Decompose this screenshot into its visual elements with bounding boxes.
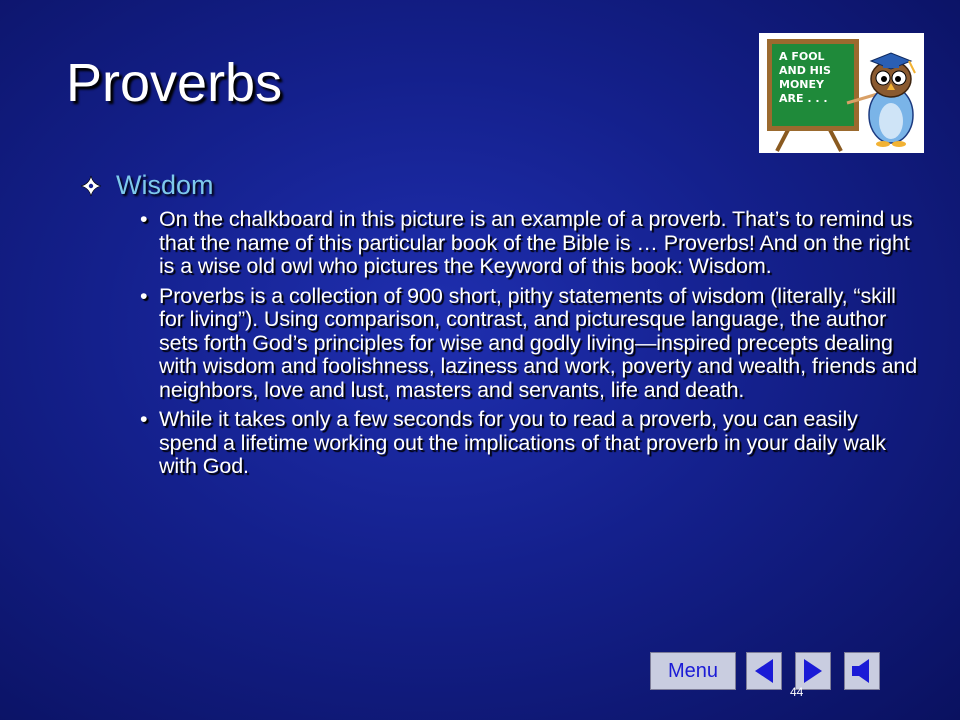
wisdom-heading-row [80, 170, 214, 201]
chalk-line-2: AND HIS [779, 64, 831, 77]
list-item [140, 408, 920, 479]
bullet-text: Proverbs is a collection of 900 short, pithy statements of wisdom (literally, “skill for living”). Using comparison, contrast, and picturesque language, the author sets forth God’s principles for wise and godly living—inspired precepts dealing with wisdom and foolishness, laziness and work, poverty and wealth, friends and neighbors, love and lust, masters and servants, life and death. [159, 283, 918, 402]
bullet-dot-icon: • [140, 407, 148, 431]
menu-button[interactable]: Menu [650, 652, 736, 690]
chalkboard-owl-image [759, 33, 924, 153]
slide-title: Proverbs [66, 53, 283, 113]
bullet-text: On the chalkboard in this picture is an example of a proverb. That’s to remind us that the name of this particular book of the Bible is … Proverbs! And on the right is a wise old owl who pictures the Keyword of this book: Wisdom. [159, 207, 913, 278]
chalk-line-3: MONEY [779, 78, 824, 91]
triangle-left-icon [747, 653, 781, 689]
bullet-dot-icon: • [140, 207, 148, 231]
section-heading: Wisdom [116, 170, 214, 200]
bullet-text: While it takes only a few seconds for you to read a proverb, you can easily spend a lifetime working out the implications of that proverb in your daily walk with God. [159, 407, 886, 478]
sound-button[interactable] [844, 652, 880, 690]
chalk-line-1: A FOOL [779, 50, 825, 63]
list-item [140, 285, 920, 403]
triangle-right-icon [796, 653, 830, 689]
list-item [140, 208, 920, 279]
bullet-dot-icon: • [140, 283, 148, 308]
bullet-list [140, 208, 920, 485]
speaker-icon [845, 653, 879, 689]
slide-number: 44 [790, 685, 804, 699]
diamond-bullet-icon [80, 175, 102, 197]
previous-slide-button[interactable] [746, 652, 782, 690]
chalk-line-4: ARE . . . [779, 92, 828, 105]
